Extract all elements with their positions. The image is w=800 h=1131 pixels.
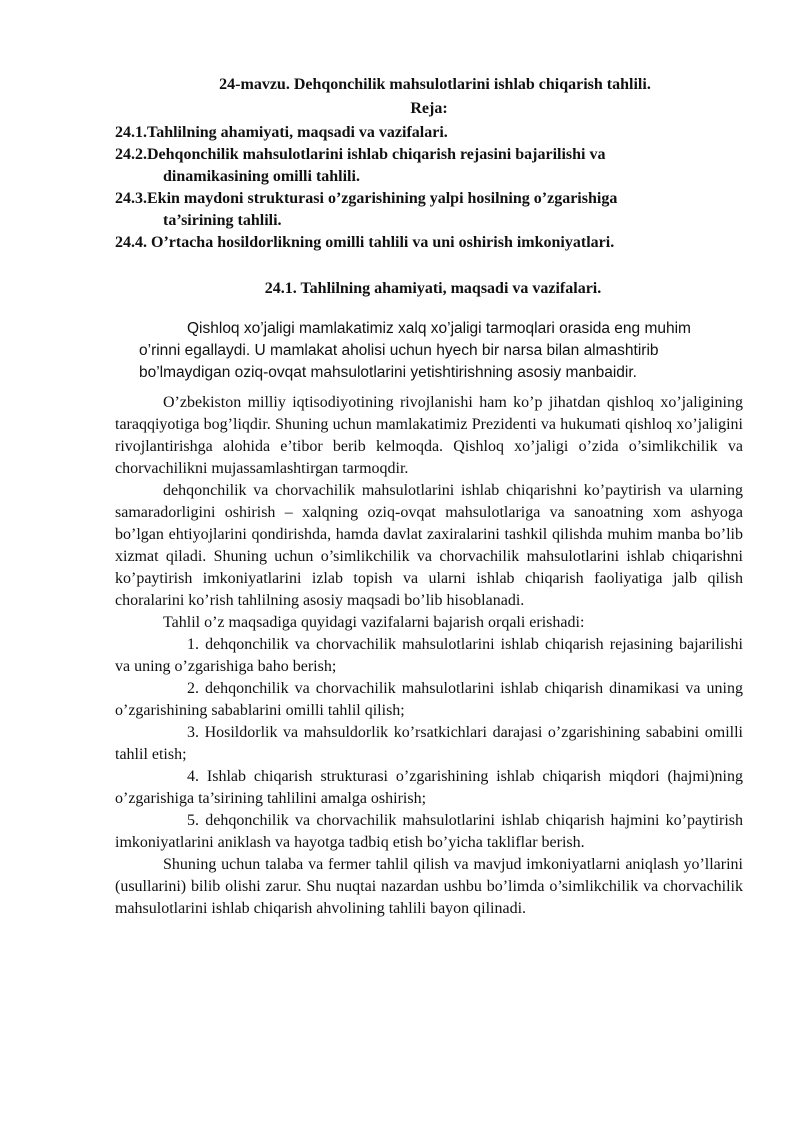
plan-item (115, 188, 743, 232)
plan-item-number: 24.4. (115, 234, 147, 251)
task-item: 5. dehqonchilik va chorvachilik mahsulotlarini ishlab chiqarish hajmini ko’paytirish imkoniyatlarini aniklash va hayotga tadbiq etish bo’yicha takliflar berish. (115, 812, 743, 851)
plan-item-text: Tahlilning ahamiyati, maqsadi va vazifalari. (147, 124, 448, 141)
plan-list (115, 122, 743, 254)
topic-title: 24-mavzu. Dehqonchilik mahsulotlarini ishlab chiqarish tahlili. (219, 76, 651, 93)
plan-item-number: 24.3. (115, 190, 147, 207)
task-item: 1. dehqonchilik va chorvachilik mahsulotlarini ishlab chiqarish rejasining bajarilishi va uning o’zgarishiga baho berish; (115, 636, 743, 675)
plan-item (115, 144, 743, 188)
task-item: 4. Ishlab chiqarish strukturasi o’zgarishining ishlab chiqarish miqdori (hajmi)ning o’zgarishiga ta’sirining tahlilini amalga oshirish; (115, 768, 743, 807)
plan-item (115, 232, 743, 254)
body-paragraph: O’zbekiston milliy iqtisodiyotining rivojlanishi ham ko’p jihatdan qishloq xo’jaligining taraqqiyotiga bog’liqdir. Shuning uchun mamlakatimiz Prezidenti va hukumati qishloq xo’jaligini rivojlantirishga alohida e’tibor berib kelmoqda. Qishloq xo’jaligi o’zida o’simlikchilik va chorvachilikni mujassamlashtirgan tarmoqdir. (115, 394, 743, 477)
document-page (115, 74, 743, 920)
plan-item-continuation: dinamikasining omilli tahlili. (163, 168, 360, 185)
section-title: 24.1. Tahlilning ahamiyati, maqsadi va vazifalari. (264, 280, 602, 297)
plan-item-number: 24.2. (115, 146, 147, 163)
plan-item-number: 24.1. (115, 124, 147, 141)
plan-item-text: Dehqonchilik mahsulotlarini ishlab chiqarish rejasini bajarilishi va (147, 146, 606, 163)
body-paragraph: Tahlil o’z maqsadiga quyidagi vazifalarni bajarish orqali erishadi: (163, 614, 585, 631)
task-item: 2. dehqonchilik va chorvachilik mahsulotlarini ishlab chiqarish dinamikasi va uning o’zgarishining sabablarini omilli tahlil qilish; (115, 680, 743, 719)
plan-item (115, 122, 743, 144)
intro-paragraph: Qishloq xo’jaligi mamlakatimiz xalq xo’jaligi tarmoqlari orasida eng muhim o’rinni egallaydi. U mamlakat aholisi uchun hyech bir narsa bilan almashtirib bo’lmaydigan oziq-ovqat mahsulotlarini yetishtirishning asosiy manbaidir. (139, 320, 691, 381)
body-paragraph: Shuning uchun talaba va fermer tahlil qilish va mavjud imkoniyatlarni aniqlash yo’llarini (usullarini) bilib olishi zarur. Shu nuqtai nazardan ushbu bo’limda o’simlikchilik va chorvachilik mahsulotlarini ishlab chiqarish ahvolining tahlili bayon qilinadi. (115, 856, 743, 917)
plan-heading: Reja: (410, 100, 448, 117)
plan-item-text: O’rtacha hosildorlikning omilli tahlili va uni oshirish imkoniyatlari. (147, 234, 615, 251)
task-item: 3. Hosildorlik va mahsuldorlik ko’rsatkichlari darajasi o’zgarishining sababini omilli tahlil etish; (115, 724, 743, 763)
body-paragraph: dehqonchilik va chorvachilik mahsulotlarini ishlab chiqarishni ko’paytirish va ularning samaradorligini oshirish – xalqning oziq-ovqat mahsulotlariga va sanoatning xom ashyoga bo’lgan ehtiyojlarini qondirishda, hamda davlat zaxiralarini tashkil qilishda muhim manba bo’lib xizmat qiladi. Shuning uchun o’simlikchilik va chorvachilik mahsulotlarini ishlab chiqarishni ko’paytirish imkoniyatlarini izlab topish va ularni ishlab chiqarish faoliyatiga jalb qilish choralarini ko’rish tahlilning asosiy maqsadi bo’lib hisoblanadi. (115, 482, 743, 609)
plan-item-text: Ekin maydoni strukturasi o’zgarishining yalpi hosilning o’zgarishiga (147, 190, 618, 207)
plan-item-continuation: ta’sirining tahlili. (163, 212, 282, 229)
